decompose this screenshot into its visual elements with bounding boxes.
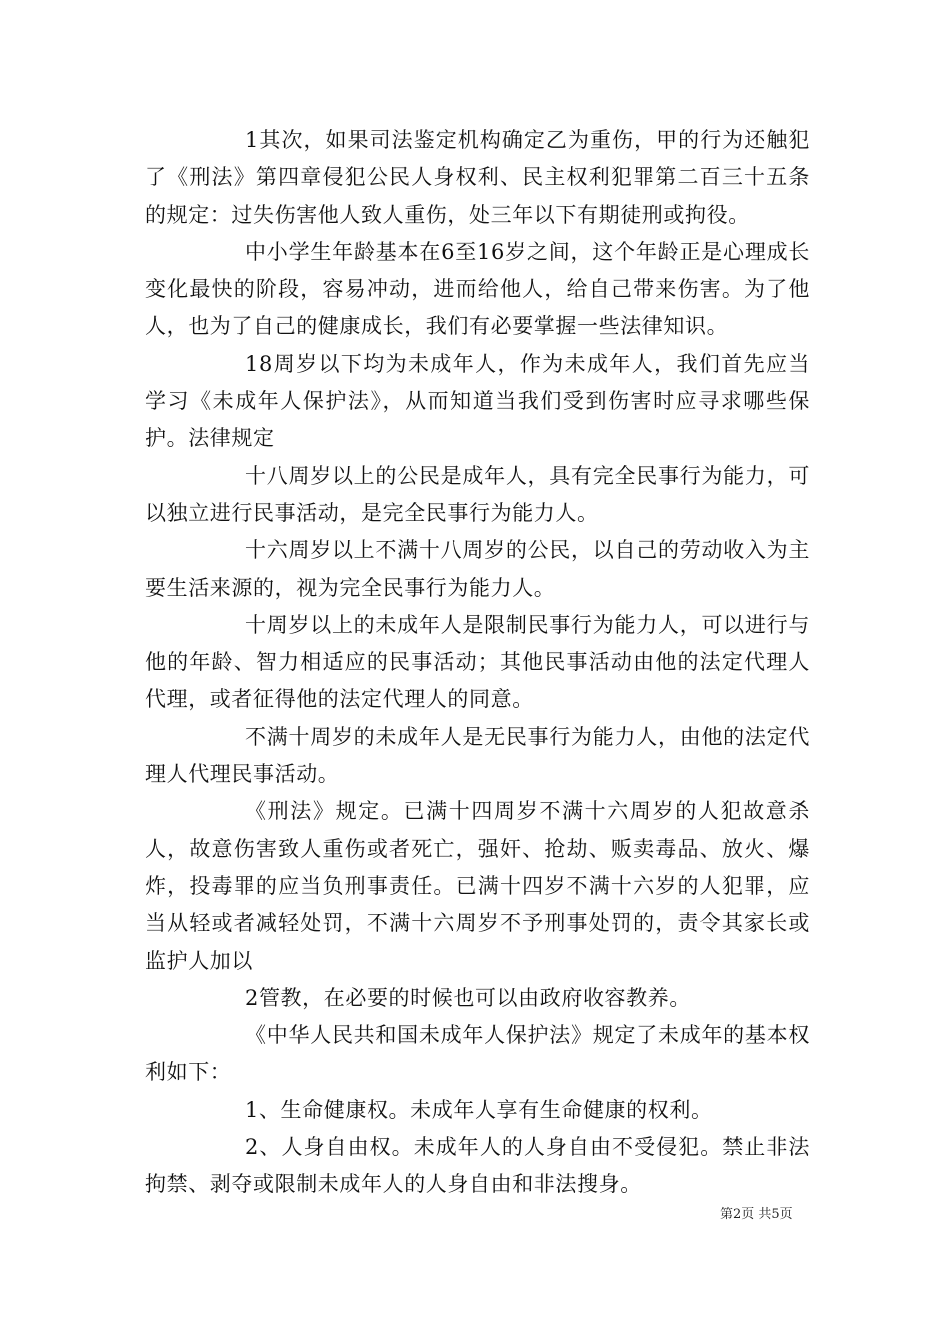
paragraph: 1其次，如果司法鉴定机构确定乙为重伤，甲的行为还触犯了《刑法》第四章侵犯公民人身权利、民主权利犯罪第二百三十五条的规定：过失伤害他人致人重伤，处三年以下有期徒刑或拘役。	[145, 128, 810, 227]
page-number-footer: 第2页 共5页	[720, 1207, 793, 1222]
paragraph: 十六周岁以上不满十八周岁的公民，以自己的劳动收入为主要生活来源的，视为完全民事行为能力人。	[145, 538, 810, 600]
paragraph: 十八周岁以上的公民是成年人，具有完全民事行为能力，可以独立进行民事活动，是完全民事行为能力人。	[145, 463, 810, 525]
paragraph: 2管教，在必要的时候也可以由政府收容教养。	[245, 985, 691, 1010]
paragraph: 1、生命健康权。未成年人享有生命健康的权利。	[245, 1097, 713, 1122]
paragraph: 中小学生年龄基本在6至16岁之间，这个年龄正是心理成长变化最快的阶段，容易冲动，进而给他人，给自己带来伤害。为了他人，也为了自己的健康成长，我们有必要掌握一些法律知识。	[145, 239, 810, 339]
paragraph: 18周岁以下均为未成年人，作为未成年人，我们首先应当学习《未成年人保护法》，从而知道当我们受到伤害时应寻求哪些保护。法律规定	[145, 351, 810, 451]
paragraph: 2、人身自由权。未成年人的人身自由不受侵犯。禁止非法拘禁、剥夺或限制未成年人的人身自由和非法搜身。	[145, 1135, 810, 1197]
paragraph: 不满十周岁的未成年人是无民事行为能力人，由他的法定代理人代理民事活动。	[145, 724, 810, 787]
paragraph: 《刑法》规定。已满十四周岁不满十六周岁的人犯故意杀人，故意伤害致人重伤或者死亡，强奸、抢劫、贩卖毒品、放火、爆炸，投毒罪的应当负刑事责任。已满十四岁不满十六岁的人犯罪，应当从轻或者减轻处罚，不满十六周岁不予刑事处罚的，责令其家长或监护人加以	[145, 799, 810, 973]
document-body	[145, 122, 810, 1204]
paragraph: 十周岁以上的未成年人是限制民事行为能力人，可以进行与他的年龄、智力相适应的民事活动；其他民事活动由他的法定代理人代理，或者征得他的法定代理人的同意。	[145, 612, 810, 712]
paragraph: 《中华人民共和国未成年人保护法》规定了未成年的基本权利如下：	[145, 1023, 810, 1085]
